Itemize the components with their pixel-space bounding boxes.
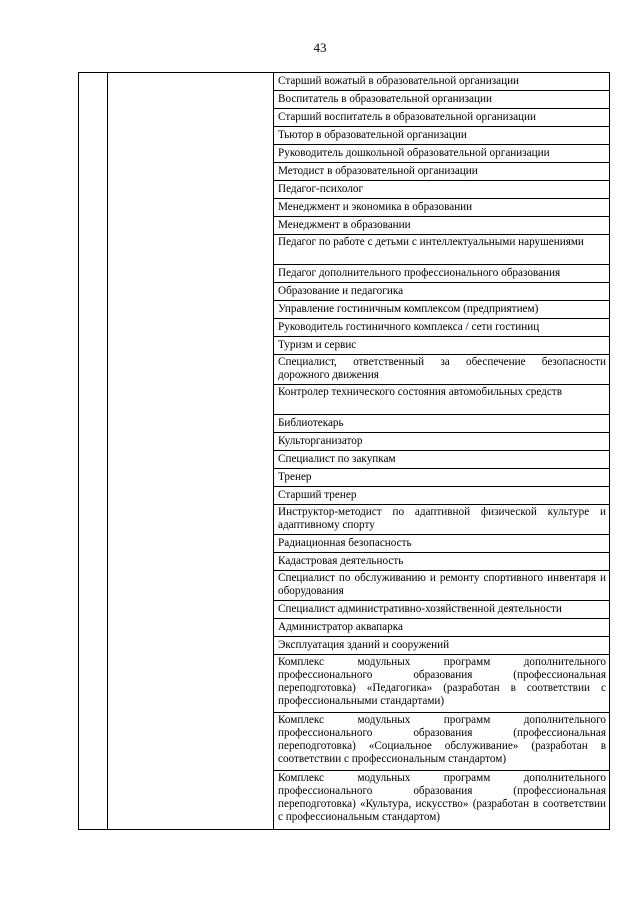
programs-table: [78, 72, 610, 830]
program-item: Менеджмент в образовании: [274, 217, 609, 235]
program-item: Библиотекарь: [274, 415, 609, 433]
program-list-cell: [274, 73, 610, 830]
program-item: Эксплуатация зданий и сооружений: [274, 637, 609, 655]
program-item: Кадастровая деятельность: [274, 553, 609, 571]
program-item: Специалист по закупкам: [274, 451, 609, 469]
program-item: Старший вожатый в образовательной организации: [274, 73, 609, 91]
program-item: Тьютор в образовательной организации: [274, 127, 609, 145]
program-item: Менеджмент и экономика в образовании: [274, 199, 609, 217]
empty-cell-number: [79, 73, 108, 830]
program-item: Специалист по обслуживанию и ремонту спортивного инвентаря и оборудования: [274, 571, 609, 601]
program-item: Комплекс модульных программ дополнительного профессионального образования (профессиональная переподготовка) «Культура, искусство» (разработан в соответствии с профессиональным стандартом): [278, 772, 606, 823]
program-item: Руководитель гостиничного комплекса / сети гостиниц: [274, 319, 609, 337]
program-item: Педагог дополнительного профессионального образования: [274, 265, 609, 283]
page-number: 43: [313, 40, 327, 55]
program-item: Образование и педагогика: [274, 283, 609, 301]
program-item: Педагог-психолог: [274, 181, 609, 199]
program-item: Старший тренер: [274, 487, 609, 505]
program-item: Тренер: [274, 469, 609, 487]
program-item: Культорганизатор: [274, 433, 609, 451]
program-item: Комплекс модульных программ дополнительного профессионального образования (профессиональная переподготовка) «Педагогика» (разработан в соответствии с профессиональными стандартами): [274, 655, 609, 713]
program-item: Управление гостиничным комплексом (предприятием): [274, 301, 609, 319]
table-row: [79, 73, 610, 830]
program-item: Старший воспитатель в образовательной организации: [274, 109, 609, 127]
program-item: Педагог по работе с детьми с интеллектуальными нарушениями: [274, 235, 609, 265]
program-item: Специалист административно-хозяйственной деятельности: [274, 601, 609, 619]
program-item: Контролер технического состояния автомобильных средств: [274, 385, 609, 415]
program-item: Специалист, ответственный за обеспечение безопасности дорожного движения: [274, 355, 609, 385]
empty-cell-category: [108, 73, 274, 830]
program-item: Администратор аквапарка: [274, 619, 609, 637]
program-item: Руководитель дошкольной образовательной организации: [274, 145, 609, 163]
program-item: Комплекс модульных программ дополнительного профессионального образования (профессиональная переподготовка) «Социальное обслуживание» (разработан в соответствии с профессиональным стандартом): [274, 713, 609, 771]
program-item: Воспитатель в образовательной организации: [274, 91, 609, 109]
program-item: Туризм и сервис: [274, 337, 609, 355]
program-item: Радиационная безопасность: [274, 535, 609, 553]
program-item: Инструктор-методист по адаптивной физической культуре и адаптивному спорту: [274, 505, 609, 535]
program-item: Методист в образовательной организации: [274, 163, 609, 181]
